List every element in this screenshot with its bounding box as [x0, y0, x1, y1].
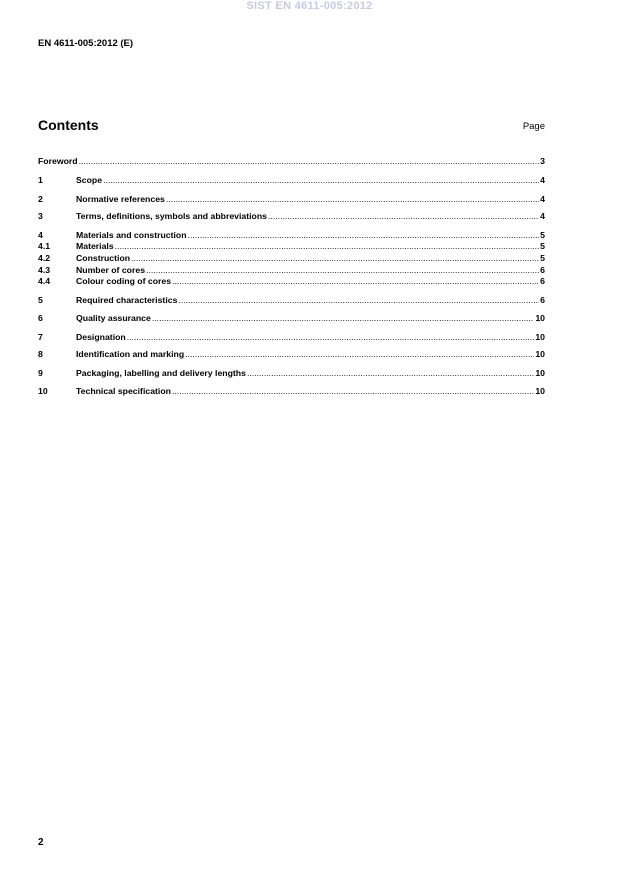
toc-entry-page: 5 [540, 241, 545, 251]
toc-entry-title: Scope [76, 175, 103, 185]
toc-entry-technical-specification[interactable] [38, 386, 545, 397]
toc-entry-packaging-labelling[interactable] [38, 368, 545, 379]
toc-entry-page: 10 [535, 368, 545, 378]
toc-entry-page: 5 [540, 230, 545, 240]
page-number: 2 [38, 837, 44, 848]
toc-entry-page: 4 [540, 175, 545, 185]
toc-entry-number: 9 [38, 368, 43, 378]
toc-entry-number: 5 [38, 295, 43, 305]
toc-entry-required-characteristics[interactable] [38, 295, 545, 306]
toc-entry-title: Technical specification [76, 386, 171, 396]
toc-entry-title: Normative references [76, 194, 165, 204]
toc-entry-page: 5 [540, 253, 545, 263]
toc-entry-normative-references[interactable] [38, 194, 545, 205]
document-id-header: EN 4611-005:2012 (E) [38, 38, 134, 49]
toc-leader-dots [152, 313, 534, 324]
toc-entry-title: Number of cores [76, 265, 146, 275]
toc-entry-title: Construction [76, 253, 131, 263]
toc-entry-number: 2 [38, 194, 43, 204]
toc-entry-title: Materials [76, 241, 114, 251]
toc-leader-dots [178, 295, 539, 306]
toc-leader-dots [79, 156, 540, 167]
toc-entry-number: 4.3 [38, 265, 51, 275]
toc-entry-page: 10 [535, 332, 545, 342]
toc-entry-page: 3 [540, 156, 545, 166]
toc-entry-colour-coding[interactable] [38, 276, 545, 287]
contents-title: Contents [38, 117, 99, 133]
toc-leader-dots [185, 349, 534, 360]
toc-entry-title: Quality assurance [76, 313, 151, 323]
toc-entry-title: Foreword [38, 156, 78, 166]
toc-leader-dots [247, 368, 534, 379]
toc-leader-dots [115, 241, 539, 252]
toc-entry-page: 4 [540, 194, 545, 204]
toc-leader-dots [172, 276, 539, 287]
toc-entry-designation[interactable] [38, 332, 545, 343]
toc-leader-dots [146, 265, 539, 276]
watermark: SIST EN 4611-005:2012 [246, 0, 373, 12]
toc-leader-dots [172, 386, 534, 397]
toc-entry-title: Designation [76, 332, 126, 342]
toc-entry-title: Required characteristics [76, 295, 178, 305]
toc-entry-page: 4 [540, 211, 545, 221]
toc-entry-terms-definitions[interactable] [38, 211, 545, 222]
toc-entry-page: 10 [535, 349, 545, 359]
toc-entry-number: 1 [38, 175, 43, 185]
toc-entry-page: 10 [535, 313, 545, 323]
toc-entry-number: 4.4 [38, 276, 51, 286]
toc-entry-foreword[interactable] [38, 156, 545, 167]
page-column-label: Page [522, 121, 545, 132]
toc-entry-number: 3 [38, 211, 43, 221]
toc-entry-number: 4.2 [38, 253, 51, 263]
toc-entry-number: 10 [38, 386, 48, 396]
toc-entry-title: Materials and construction [76, 230, 187, 240]
toc-entry-materials-and-construction[interactable] [38, 230, 545, 241]
toc-leader-dots [103, 175, 539, 186]
toc-leader-dots [131, 253, 539, 264]
toc-entry-number: 4.1 [38, 241, 51, 251]
toc-entry-identification-marking[interactable] [38, 349, 545, 360]
toc-entry-number: 6 [38, 313, 43, 323]
toc-leader-dots [127, 332, 535, 343]
toc-leader-dots [188, 230, 540, 241]
toc-entry-number: 8 [38, 349, 43, 359]
toc-entry-page: 6 [540, 295, 545, 305]
toc-leader-dots [166, 194, 539, 205]
toc-entry-scope[interactable] [38, 175, 545, 186]
toc-entry-number-of-cores[interactable] [38, 265, 545, 276]
toc-entry-page: 10 [535, 386, 545, 396]
toc-entry-quality-assurance[interactable] [38, 313, 545, 324]
toc-entry-title: Colour coding of cores [76, 276, 172, 286]
toc-entry-page: 6 [540, 265, 545, 275]
toc-entry-materials[interactable] [38, 241, 545, 252]
toc-entry-title: Identification and marking [76, 349, 185, 359]
toc-entry-number: 4 [38, 230, 43, 240]
toc-entry-number: 7 [38, 332, 43, 342]
toc-entry-title: Packaging, labelling and delivery lengths [76, 368, 246, 378]
toc-leader-dots [268, 211, 539, 222]
toc-entry-construction[interactable] [38, 253, 545, 264]
toc-entry-title: Terms, definitions, symbols and abbreviations [76, 211, 268, 221]
toc-entry-page: 6 [540, 276, 545, 286]
